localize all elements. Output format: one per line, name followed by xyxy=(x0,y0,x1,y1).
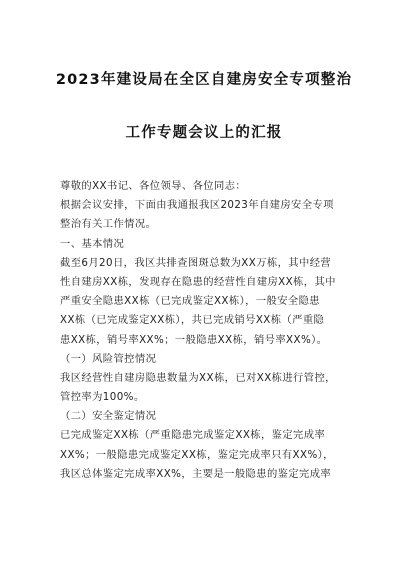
paragraph-line: 性自建房XX栋，发现存在隐患的经营性自建房XX栋，其中 xyxy=(60,275,336,288)
salutation: 尊敬的XX书记、各位领导、各位同志： xyxy=(60,180,247,192)
paragraph-line: 截至6月20日，我区共排查图斑总数为XX万栋，其中经营 xyxy=(60,256,332,269)
document-title-line-1: 2023年建设局在全区自建房安全专项整治 xyxy=(55,72,353,88)
document-title-line-2: 工作专题会议上的汇报 xyxy=(125,125,283,141)
paragraph-line: 已完成鉴定XX栋（严重隐患完成鉴定XX栋，鉴定完成率 xyxy=(60,429,326,442)
paragraph-line: XX%；一般隐患完成鉴定XX栋，鉴定完成率只有XX%）， xyxy=(60,448,334,461)
paragraph-line: 严重安全隐患XX栋（已完成鉴定XX栋），一般安全隐患 xyxy=(60,295,320,308)
document-body xyxy=(60,177,352,484)
subsection-heading-appraisal: （二）安全鉴定情况 xyxy=(60,410,157,423)
subsection-heading-risk: （一）风险管控情况 xyxy=(60,352,157,365)
section-heading-basic: 一、基本情况 xyxy=(60,237,125,250)
paragraph-line: 患XX栋，销号率XX%；一般隐患XX栋，销号率XX%）。 xyxy=(60,333,328,346)
paragraph-line: 我区经营性自建房隐患数量为XX栋，已对XX栋进行管控， xyxy=(60,371,336,384)
intro-line-2: 整治有关工作情况。 xyxy=(60,218,157,231)
paragraph-line: XX栋（已完成鉴定XX栋），共已完成销号XX栋（严重隐 xyxy=(60,314,325,327)
intro-line-1: 根据会议安排，下面由我通报我区2023年自建房安全专项 xyxy=(60,199,334,212)
paragraph-line: 管控率为100%。 xyxy=(60,391,145,404)
paragraph-line: 我区总体鉴定完成率XX%，主要是一般隐患的鉴定完成率 xyxy=(60,467,332,480)
